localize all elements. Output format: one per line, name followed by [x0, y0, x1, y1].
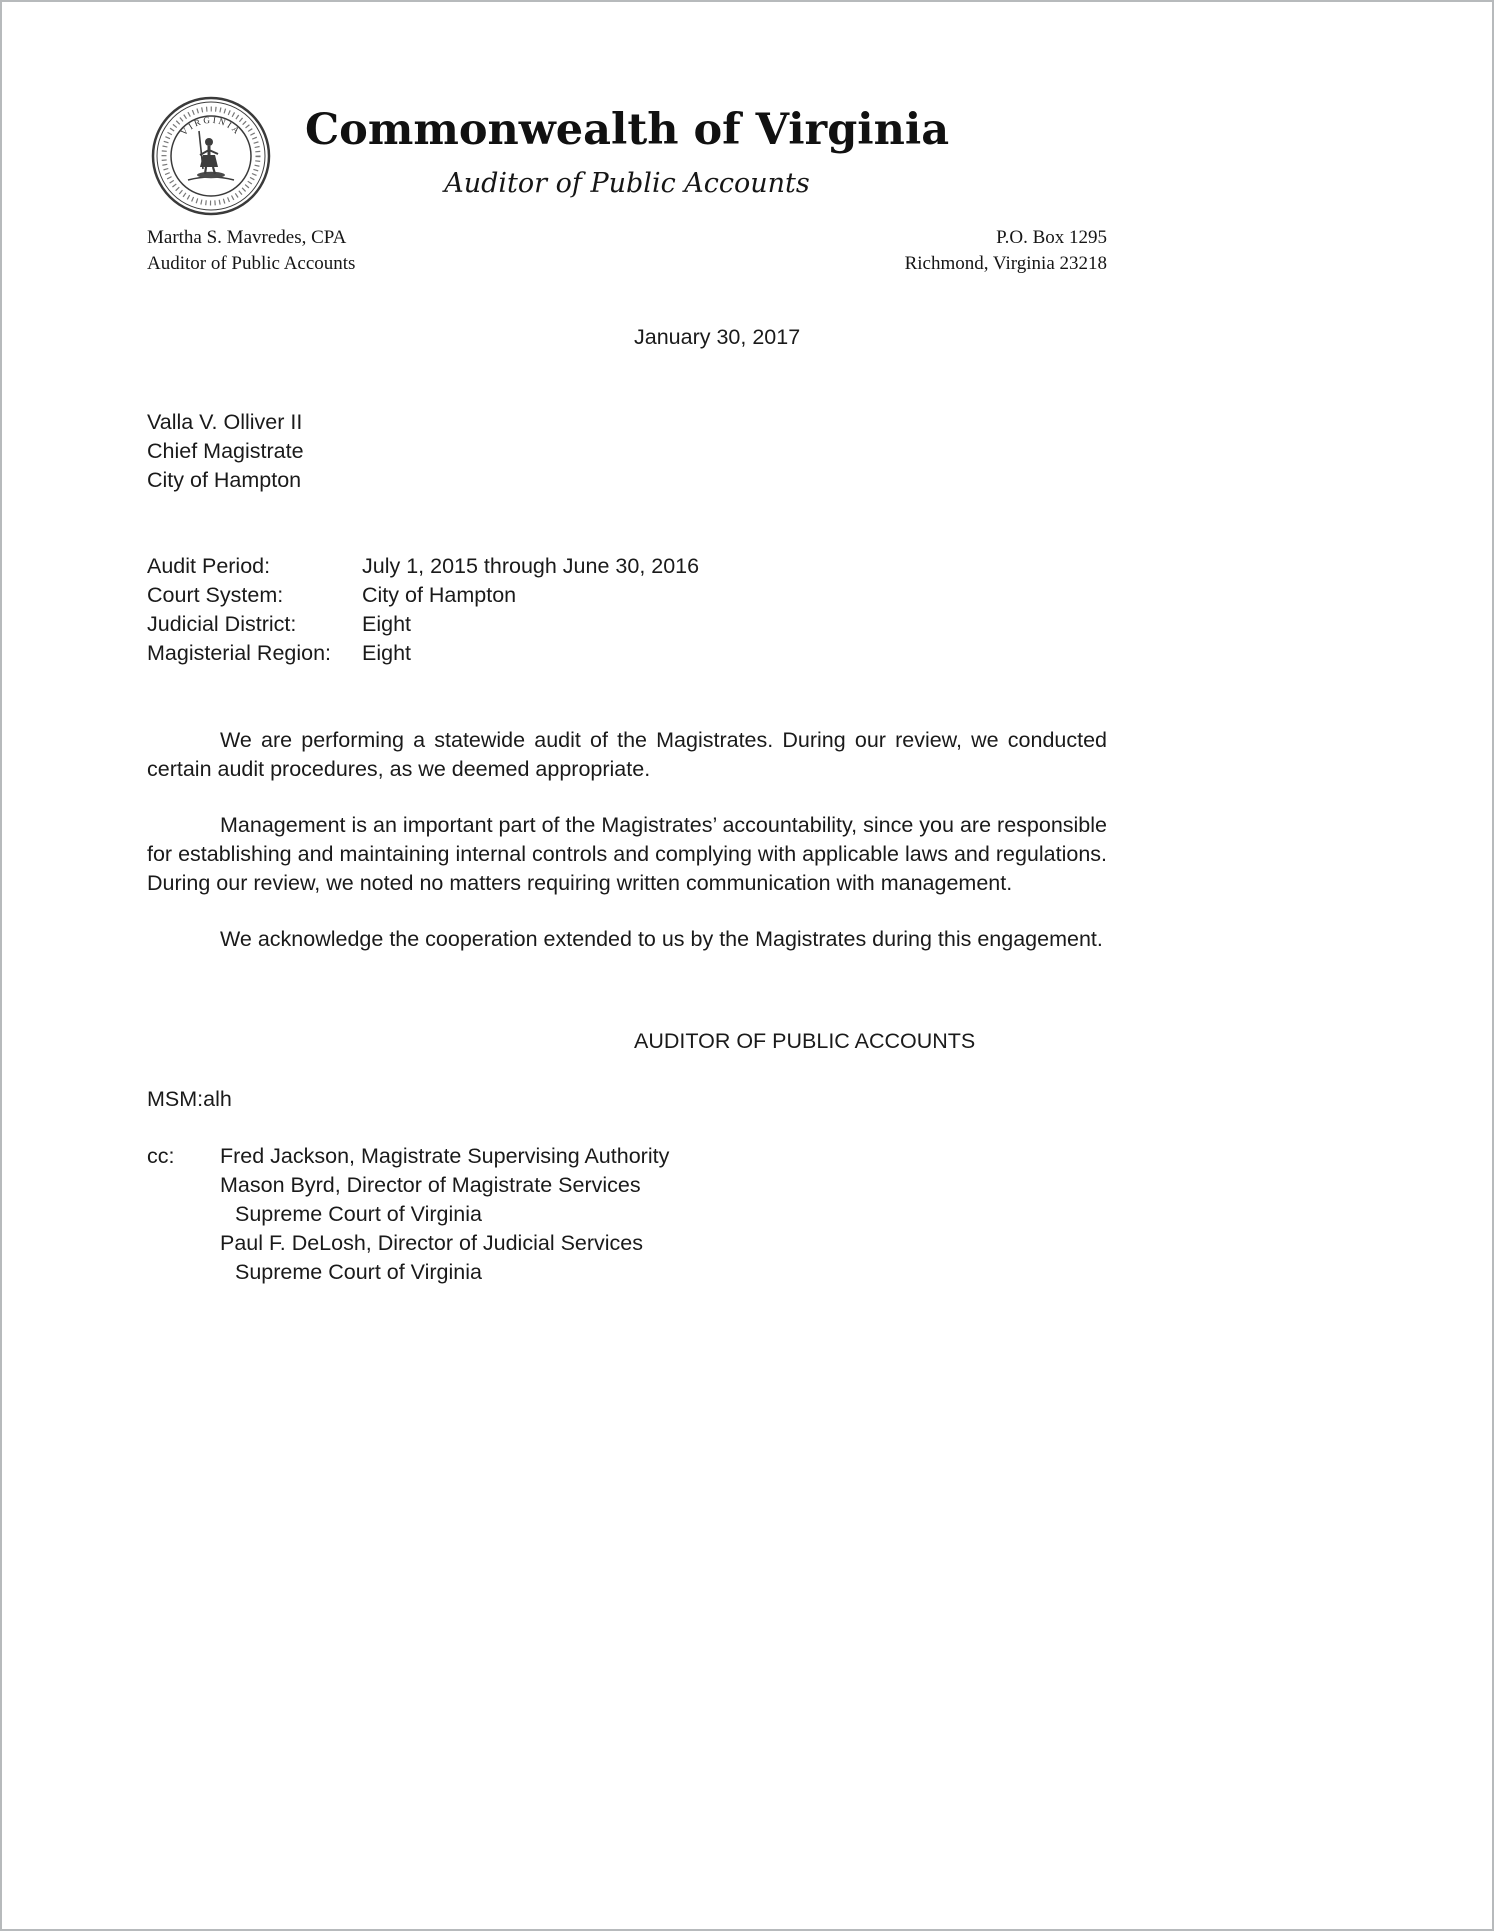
audit-value: Eight [362, 612, 412, 637]
audit-value: July 1, 2015 through June 30, 2016 [362, 554, 700, 579]
recipient-location: City of Hampton [147, 468, 302, 493]
letter-content [147, 2, 1107, 1287]
letter-body [147, 726, 1107, 954]
cc-block [147, 1142, 1107, 1287]
audit-label: Magisterial Region: [147, 641, 332, 666]
body-paragraph-3: We acknowledge the cooperation extended to us by the Magistrates during this engagement. [220, 927, 1103, 952]
address-line-2: Richmond, Virginia 23218 [904, 253, 1107, 275]
body-paragraph-2: Management is an important part of the Magistrates’ accountability, since you are responsible for establishing and maintaining internal controls and complying with applicable laws and regulations. During our review, we noted no matters requiring written communication with management. [147, 813, 1107, 896]
letterhead-contacts [147, 225, 1107, 277]
recipient-name: Valla V. Olliver II [147, 410, 303, 435]
audit-value: Eight [362, 641, 412, 666]
audit-value: City of Hampton [362, 583, 517, 608]
auditor-identity-block [147, 225, 355, 277]
virginia-state-seal-icon [150, 95, 272, 217]
official-name: Martha S. Mavredes, CPA [147, 227, 347, 249]
cc-entry: Fred Jackson, Magistrate Supervising Authority [220, 1144, 670, 1169]
address-line-1: P.O. Box 1295 [996, 227, 1107, 249]
audit-row [147, 552, 1107, 581]
office-address-block [905, 225, 1107, 277]
audit-row [147, 639, 1107, 668]
cc-entry: Supreme Court of Virginia [235, 1202, 482, 1227]
recipient-title: Chief Magistrate [147, 439, 304, 464]
cc-entry: Mason Byrd, Director of Magistrate Services [220, 1173, 641, 1198]
letterhead [147, 2, 1107, 277]
letterhead-title: Commonwealth of Virginia [304, 105, 950, 155]
letter-date: January 30, 2017 [634, 325, 801, 350]
signature-block: AUDITOR OF PUBLIC ACCOUNTS [634, 1029, 976, 1054]
reference-initials: MSM:alh [147, 1087, 232, 1112]
audit-info-table [147, 552, 1107, 668]
body-paragraph-1: We are performing a statewide audit of the Magistrates. During our review, we conducted certain audit procedures, as we deemed appropriate. [147, 728, 1107, 782]
cc-entry: Paul F. DeLosh, Director of Judicial Services [220, 1231, 644, 1256]
audit-label: Audit Period: [147, 554, 271, 579]
letterhead-subtitle: Auditor of Public Accounts [444, 168, 810, 200]
official-title: Auditor of Public Accounts [147, 253, 356, 275]
recipient-block [147, 408, 1107, 495]
cc-entry: Supreme Court of Virginia [235, 1260, 482, 1285]
audit-label: Judicial District: [147, 612, 297, 637]
audit-label: Court System: [147, 583, 284, 608]
cc-list [220, 1142, 669, 1287]
audit-row [147, 610, 1107, 639]
cc-label: cc: [147, 1144, 175, 1169]
audit-row [147, 581, 1107, 610]
svg-text:VIRGINIA: VIRGINIA [178, 114, 244, 138]
